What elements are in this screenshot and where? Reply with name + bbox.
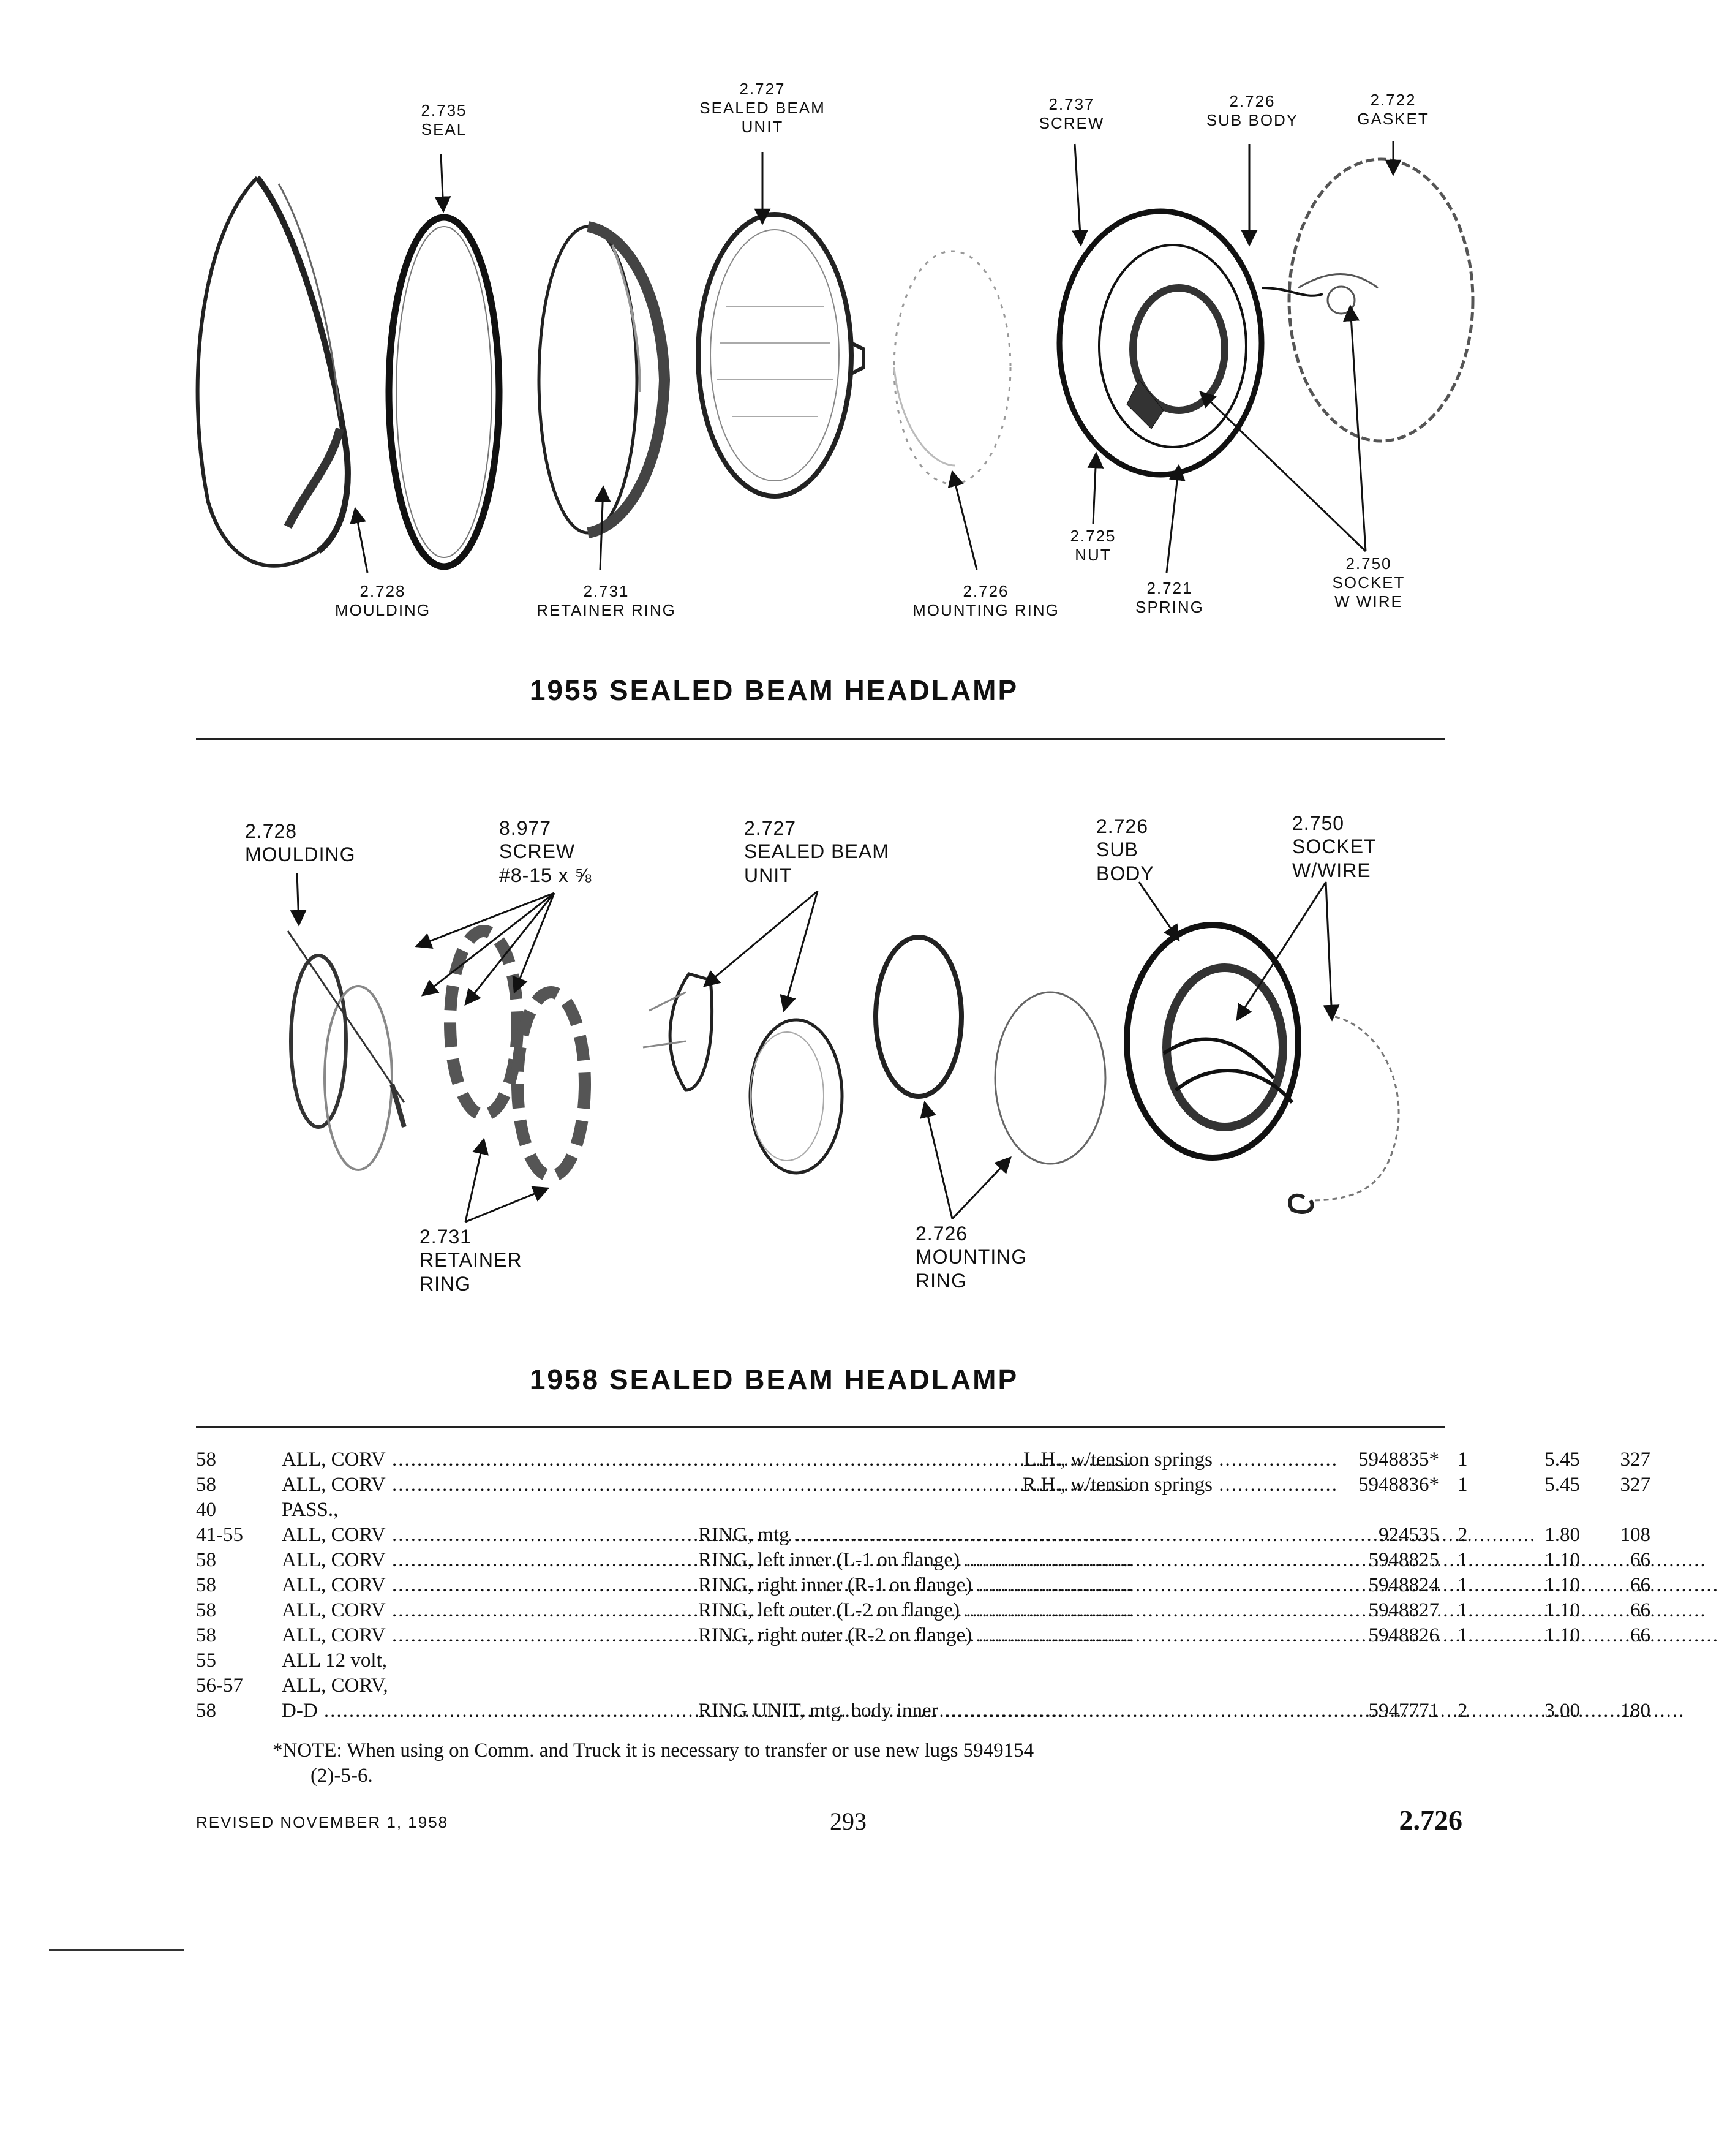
table-row bbox=[196, 1449, 1650, 1474]
label-number: 2.727 bbox=[739, 80, 786, 98]
label-number: 2.750 bbox=[1292, 812, 1345, 834]
moulding-1958-drawing bbox=[288, 931, 404, 1170]
model-text: ALL, CORV bbox=[282, 1599, 386, 1621]
socket-wire-1958-drawing bbox=[1290, 1017, 1399, 1212]
table-row bbox=[196, 1649, 1458, 1675]
label-1955-nut bbox=[1032, 527, 1154, 565]
page-number: 293 bbox=[830, 1807, 867, 1835]
quantity-cell: 1 bbox=[1458, 1474, 1468, 1496]
model-text: ALL, CORV bbox=[282, 1524, 386, 1546]
label-number: 2.731 bbox=[583, 582, 630, 600]
quantity-cell: 1 bbox=[1458, 1549, 1468, 1571]
part-number-cell: 5947771 bbox=[1368, 1700, 1439, 1722]
model-text: ALL, CORV bbox=[282, 1624, 386, 1646]
label-number: 2.726 bbox=[1096, 815, 1149, 837]
code-cell: 66 bbox=[1630, 1624, 1650, 1646]
price-cell: 1.80 bbox=[1544, 1524, 1580, 1546]
model-cell bbox=[282, 1474, 674, 1496]
table-row bbox=[196, 1599, 1650, 1624]
label-name: SPRING bbox=[1135, 598, 1204, 617]
label-number: 2.726 bbox=[916, 1223, 968, 1245]
label-1955-moulding bbox=[309, 582, 456, 620]
label-number: 2.737 bbox=[1048, 95, 1095, 113]
description-text: RING, mtg bbox=[698, 1524, 789, 1546]
table-row bbox=[196, 1675, 1458, 1700]
quantity-cell: 1 bbox=[1458, 1574, 1468, 1596]
price-cell: 1.10 bbox=[1544, 1549, 1580, 1571]
quantity-cell: 2 bbox=[1458, 1524, 1468, 1546]
part-number-cell: 5948836* bbox=[1358, 1474, 1439, 1496]
price-cell: 5.45 bbox=[1544, 1449, 1580, 1471]
label-name: MOUNTING bbox=[916, 1246, 1028, 1268]
label-number: 2.728 bbox=[359, 582, 406, 600]
label-name: UNIT bbox=[741, 118, 784, 137]
model-text: ALL, CORV bbox=[282, 1549, 386, 1571]
description-text: L.H., w/tension springs bbox=[1023, 1449, 1213, 1471]
description-text: RING, left outer (L-2 on flange) bbox=[698, 1599, 960, 1621]
description-text: RING, right outer (R-2 on flange) bbox=[698, 1624, 972, 1646]
label-name: SOCKET bbox=[1332, 573, 1405, 592]
mounting-rings-1958-drawing bbox=[876, 937, 1105, 1164]
label-1958-screw bbox=[499, 816, 592, 887]
quantity-cell: 1 bbox=[1458, 1599, 1468, 1621]
description-text: RING, left inner (L-1 on flange) bbox=[698, 1549, 960, 1571]
label-1958-socket-wire bbox=[1292, 812, 1377, 882]
model-cell: ALL 12 volt, bbox=[282, 1649, 388, 1672]
label-number: 2.750 bbox=[1345, 554, 1392, 573]
section-number: 2.726 bbox=[1399, 1804, 1462, 1836]
model-text: ALL, CORV bbox=[282, 1449, 386, 1471]
price-cell: 3.00 bbox=[1544, 1700, 1580, 1722]
table-row bbox=[196, 1474, 1650, 1499]
label-name: RING bbox=[419, 1272, 471, 1295]
year-cell: 55 bbox=[196, 1649, 216, 1672]
description-cell bbox=[698, 1599, 1338, 1622]
label-name: RETAINER RING bbox=[536, 601, 676, 620]
table-row bbox=[196, 1524, 1650, 1549]
model-cell bbox=[282, 1700, 680, 1722]
part-number-cell: 5948824 bbox=[1368, 1574, 1439, 1596]
label-name: SEALED BEAM bbox=[699, 99, 826, 118]
year-cell: 40 bbox=[196, 1499, 216, 1521]
table-row bbox=[196, 1700, 1650, 1725]
model-cell bbox=[282, 1574, 680, 1597]
year-cell: 56-57 bbox=[196, 1675, 243, 1697]
model-text: ALL, CORV bbox=[282, 1474, 386, 1496]
description-cell bbox=[698, 1549, 1338, 1572]
label-name: NUT bbox=[1075, 546, 1112, 565]
code-cell: 66 bbox=[1630, 1599, 1650, 1621]
year-cell: 58 bbox=[196, 1574, 216, 1596]
price-cell: 1.10 bbox=[1544, 1624, 1580, 1646]
label-number: 2.721 bbox=[1146, 579, 1193, 597]
description-cell bbox=[698, 1700, 1338, 1722]
label-name: SUB bbox=[1096, 839, 1138, 861]
label-number: 2.735 bbox=[421, 101, 467, 119]
year-cell: 58 bbox=[196, 1449, 216, 1471]
label-1955-sealed-beam-unit bbox=[677, 80, 848, 137]
label-name: SUB BODY bbox=[1206, 111, 1299, 130]
heading-1958: 1958 SEALED BEAM HEADLAMP bbox=[529, 1363, 1019, 1395]
quantity-cell: 1 bbox=[1458, 1449, 1468, 1471]
description-text: RING UNIT, mtg. body inner bbox=[698, 1700, 938, 1722]
sealed-beam-units-1958-drawing bbox=[643, 974, 842, 1173]
label-name: SEAL bbox=[421, 120, 467, 139]
leader-arrows-1955 bbox=[355, 141, 1393, 573]
label-1955-sub-body bbox=[1179, 92, 1326, 130]
label-number: 2.731 bbox=[419, 1226, 472, 1248]
year-cell: 58 bbox=[196, 1474, 216, 1496]
model-cell: PASS., bbox=[282, 1499, 339, 1521]
seal-1955-drawing bbox=[389, 217, 499, 567]
description-cell: L.H., w/tension springs ................... bbox=[1023, 1449, 1338, 1471]
code-cell: 327 bbox=[1620, 1449, 1650, 1471]
model-cell: ALL, CORV, bbox=[282, 1675, 388, 1697]
parts-table bbox=[196, 1449, 1650, 1725]
label-name: SOCKET bbox=[1292, 835, 1377, 858]
part-number-cell: 5948825 bbox=[1368, 1549, 1439, 1571]
description-cell bbox=[698, 1574, 1338, 1597]
description-text: R.H., w/tension springs bbox=[1022, 1474, 1213, 1496]
scan-mark bbox=[49, 1949, 184, 1951]
quantity-cell: 2 bbox=[1458, 1700, 1468, 1722]
label-1955-mounting-ring bbox=[894, 582, 1078, 620]
table-row bbox=[196, 1549, 1650, 1574]
description-cell bbox=[698, 1624, 1338, 1647]
part-number-cell: 5948826 bbox=[1368, 1624, 1439, 1646]
retainer-ring-1955-drawing bbox=[539, 227, 664, 533]
label-name: SCREW bbox=[499, 840, 576, 863]
label-1958-moulding bbox=[245, 820, 355, 867]
label-number: 2.727 bbox=[744, 817, 797, 839]
model-cell bbox=[282, 1624, 680, 1647]
label-name: #8-15 x ⅝ bbox=[499, 864, 592, 886]
label-name: SEALED BEAM bbox=[744, 840, 889, 863]
table-row bbox=[196, 1499, 1458, 1524]
code-cell: 327 bbox=[1620, 1474, 1650, 1496]
label-name: MOULDING bbox=[334, 601, 431, 620]
model-text: D-D bbox=[282, 1700, 318, 1722]
label-name: RETAINER bbox=[419, 1249, 522, 1272]
year-cell: 41-55 bbox=[196, 1524, 243, 1546]
label-number: 2.725 bbox=[1070, 527, 1116, 545]
gasket-1955-drawing bbox=[1289, 159, 1473, 441]
label-number: 2.728 bbox=[245, 820, 298, 842]
year-cell: 58 bbox=[196, 1599, 216, 1621]
code-cell: 108 bbox=[1620, 1524, 1650, 1546]
mounting-ring-1955-drawing bbox=[894, 251, 1010, 484]
label-1955-socket-wire bbox=[1307, 554, 1430, 612]
label-1958-retainer-ring bbox=[419, 1225, 522, 1295]
moulding-1955-drawing bbox=[198, 178, 348, 566]
note-line: *NOTE: When using on Comm. and Truck it is necessary to transfer or use new lugs 5949154 bbox=[273, 1740, 1034, 1762]
label-name: RING bbox=[916, 1269, 967, 1292]
label-number: 8.977 bbox=[499, 817, 552, 839]
model-cell bbox=[282, 1449, 674, 1471]
price-cell: 1.10 bbox=[1544, 1574, 1580, 1596]
price-cell: 5.45 bbox=[1544, 1474, 1580, 1496]
label-number: 2.726 bbox=[1229, 92, 1276, 110]
retainer-rings-1958-drawing bbox=[450, 931, 585, 1176]
label-name: W WIRE bbox=[1334, 592, 1403, 611]
heading-1955: 1955 SEALED BEAM HEADLAMP bbox=[529, 674, 1019, 706]
note-line: (2)-5-6. bbox=[310, 1765, 373, 1787]
description-cell: R.H., w/tension springs ................... bbox=[1022, 1474, 1338, 1496]
label-1955-seal bbox=[383, 101, 505, 139]
revision-date: REVISED NOVEMBER 1, 1958 bbox=[196, 1813, 449, 1831]
label-name: BODY bbox=[1096, 862, 1154, 884]
part-number-cell: 5948827 bbox=[1368, 1599, 1439, 1621]
table-row bbox=[196, 1624, 1650, 1649]
sealed-beam-unit-1955-drawing bbox=[698, 214, 863, 496]
label-name: UNIT bbox=[744, 864, 792, 886]
label-1958-sealed-beam-unit bbox=[744, 816, 889, 887]
quantity-cell: 1 bbox=[1458, 1624, 1468, 1646]
label-1958-sub-body bbox=[1096, 815, 1154, 885]
model-cell bbox=[282, 1549, 680, 1572]
divider-rule bbox=[196, 738, 1445, 740]
label-name: SCREW bbox=[1039, 114, 1105, 133]
label-1955-screw bbox=[1010, 95, 1133, 133]
year-cell: 58 bbox=[196, 1549, 216, 1571]
label-1955-spring bbox=[1108, 579, 1231, 617]
label-name: W/WIRE bbox=[1292, 859, 1371, 881]
table-note bbox=[273, 1738, 1191, 1789]
label-name: MOUNTING RING bbox=[912, 601, 1059, 620]
model-text: ALL, CORV bbox=[282, 1574, 386, 1596]
model-cell bbox=[282, 1599, 680, 1622]
sub-body-1958-drawing bbox=[1127, 925, 1298, 1158]
code-cell: 66 bbox=[1630, 1549, 1650, 1571]
sub-body-1955-drawing bbox=[1059, 211, 1323, 475]
table-top-rule bbox=[196, 1426, 1445, 1428]
part-number-cell: 924535 bbox=[1379, 1524, 1439, 1546]
label-1955-retainer-ring bbox=[514, 582, 698, 620]
label-number: 2.722 bbox=[1370, 91, 1416, 109]
year-cell: 58 bbox=[196, 1700, 216, 1722]
label-1958-mounting-ring bbox=[916, 1222, 1027, 1292]
label-name: MOULDING bbox=[245, 843, 356, 866]
part-number-cell: 5948835* bbox=[1358, 1449, 1439, 1471]
description-cell bbox=[698, 1524, 1338, 1547]
code-cell: 180 bbox=[1620, 1700, 1650, 1722]
label-name: GASKET bbox=[1357, 110, 1429, 129]
label-number: 2.726 bbox=[963, 582, 1009, 600]
model-cell bbox=[282, 1524, 680, 1547]
code-cell: 66 bbox=[1630, 1574, 1650, 1596]
table-row bbox=[196, 1574, 1650, 1599]
price-cell: 1.10 bbox=[1544, 1599, 1580, 1621]
year-cell: 58 bbox=[196, 1624, 216, 1646]
description-text: RING, right inner (R-1 on flange) bbox=[698, 1574, 972, 1596]
label-1955-gasket bbox=[1332, 91, 1454, 129]
